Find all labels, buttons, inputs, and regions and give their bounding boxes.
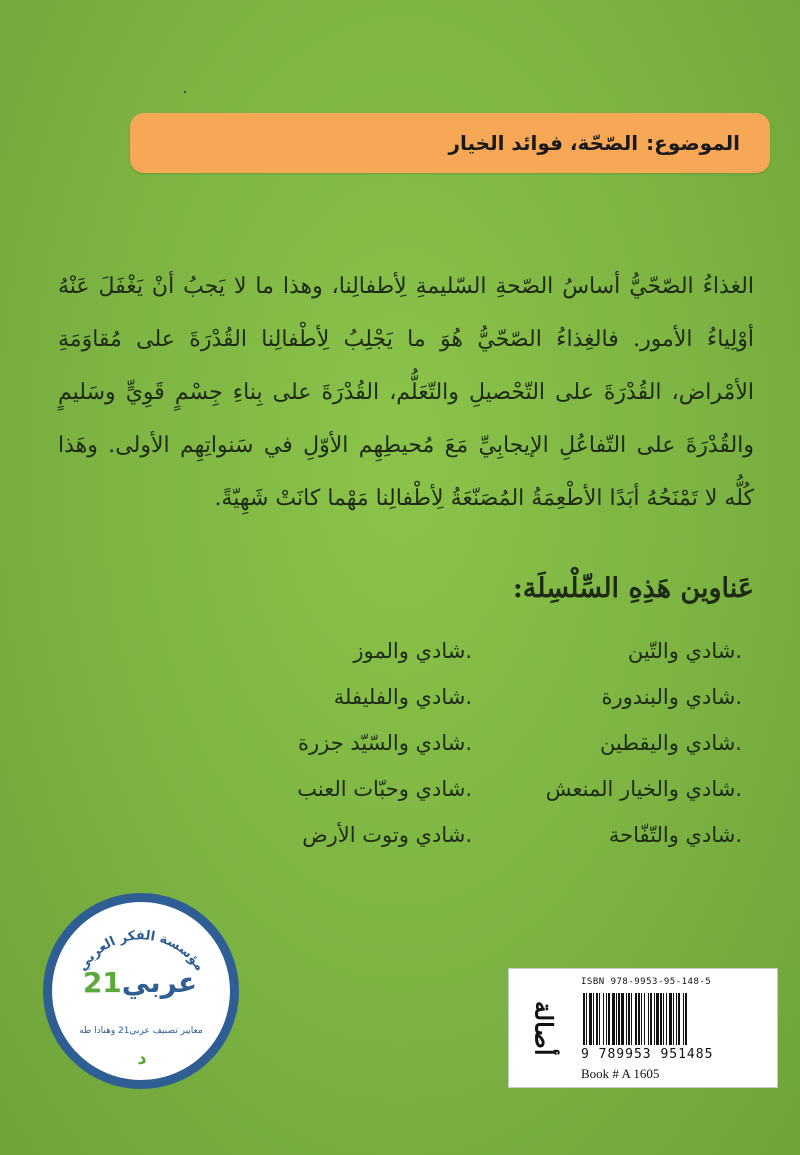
- topic-banner: [130, 113, 770, 173]
- barcode-number: 9 789953 951485: [581, 1047, 714, 1062]
- barcode-bar: [663, 993, 664, 1045]
- publisher-logo: أصالة: [529, 1000, 559, 1056]
- series-title-item: .شادي وتوت الأرض: [302, 823, 472, 847]
- topic-label: الموضوع:: [646, 131, 740, 155]
- series-title-item: .شادي والفليفلة: [333, 685, 472, 709]
- speck: [184, 91, 186, 93]
- barcode-bar: [626, 993, 627, 1045]
- barcode-bar: [593, 993, 594, 1045]
- topic-value: الصّحّة، فوائد الخيار: [448, 131, 639, 155]
- barcode-bar: [599, 993, 600, 1045]
- barcode-bars: [581, 993, 767, 1047]
- barcode-bar: [656, 993, 659, 1045]
- series-title-item: .شادي وحبّات العنب: [297, 777, 472, 801]
- series-title-item: .شادي والخيار المنعش: [545, 777, 742, 801]
- series-title-item: .شادي والتّين: [627, 639, 742, 663]
- barcode-bar: [631, 993, 632, 1045]
- series-title-item: .شادي والتّفّاحة: [608, 823, 742, 847]
- barcode-panel: [508, 968, 778, 1088]
- barcode-bar: [606, 993, 607, 1045]
- series-title-item: .شادي والبندورة: [601, 685, 742, 709]
- barcode-bar: [685, 993, 687, 1045]
- series-heading: عَناوين هَذِهِ السِّلْسِلَة:: [512, 573, 754, 604]
- barcode-bar: [618, 993, 620, 1045]
- series-titles-list: [262, 628, 742, 858]
- barcode-bar: [648, 993, 649, 1045]
- seal-arc-label: مؤسسة الفكر العربي: [75, 928, 207, 974]
- barcode-bar: [683, 993, 684, 1045]
- barcode-bar: [654, 993, 655, 1045]
- barcode-bar: [628, 993, 630, 1045]
- barcode-bar: [660, 993, 662, 1045]
- barcode-bar: [678, 993, 680, 1045]
- barcode-bar: [635, 993, 637, 1045]
- barcode-bar: [669, 993, 672, 1045]
- seal-logo: [80, 966, 200, 999]
- series-title-item: .شادي واليقطين: [599, 731, 742, 755]
- seal-mark: د: [137, 1048, 147, 1069]
- barcode-bar: [589, 993, 592, 1045]
- book-description: الغذاءُ الصّحّيُّ أساسُ الصّحةِ السّليمةِ لِأطفالِنا، وهذا ما لا يَجبُ أنْ يَغْفَلَ عَنْهُ أوْلِياءُ الأمور. فالغِذاءُ الصّحّيُّ هُوَ ما يَجْلِبُ لِأطْفالِنا القُدْرَةَ على مُقاوَمَةِ الأمْراض، القُدْرَةَ على التّحْصيلِ والتّعَلُّم، القُدْرَةَ على بِناءِ جِسْمٍ قَوِيٍّ وسَليمٍ والقُدْرَةَ على التّفاعُلِ الإيجابِيِّ مَعَ مُحيطِهِم الأوّلِ في سَنواتِهِم الأولى. وهَذا كُلُّه لا تَمْنَحُهُ أبَدًا الأطْعِمَةُ المُصَنّعَةُ لِأطْفالِنا مَهْما كانَتْ شَهِيّةً.: [58, 274, 755, 511]
- isbn-label: ISBN 978-9953-95-148-5: [581, 977, 712, 987]
- barcode-bar: [608, 993, 610, 1045]
- barcode-bar: [596, 993, 598, 1045]
- series-title-item: .شادي والسّيّد جزرة: [298, 731, 472, 755]
- seal-logo-word: عربي: [121, 966, 198, 999]
- barcode-bar: [612, 993, 615, 1045]
- barcode-bar: [641, 993, 642, 1045]
- barcode-bar: [676, 993, 677, 1045]
- barcode-bar: [583, 993, 585, 1045]
- arabi21-seal: [43, 893, 239, 1089]
- barcode-bar: [644, 993, 645, 1045]
- seal-logo-number: 21: [82, 966, 122, 999]
- barcode-bar: [603, 993, 604, 1045]
- series-title-item: .شادي والموز: [353, 639, 472, 663]
- seal-caption: معايير تصنيف عربي21 وهنادا طه: [79, 1026, 203, 1036]
- barcode-bar: [650, 993, 652, 1045]
- barcode-bar: [673, 993, 674, 1045]
- book-code: Book # A 1605: [581, 1066, 660, 1081]
- barcode-bar: [621, 993, 624, 1045]
- barcode-bar: [616, 993, 617, 1045]
- barcode-bar: [638, 993, 640, 1045]
- barcode-bar: [666, 993, 667, 1045]
- barcode-bar: [586, 993, 587, 1045]
